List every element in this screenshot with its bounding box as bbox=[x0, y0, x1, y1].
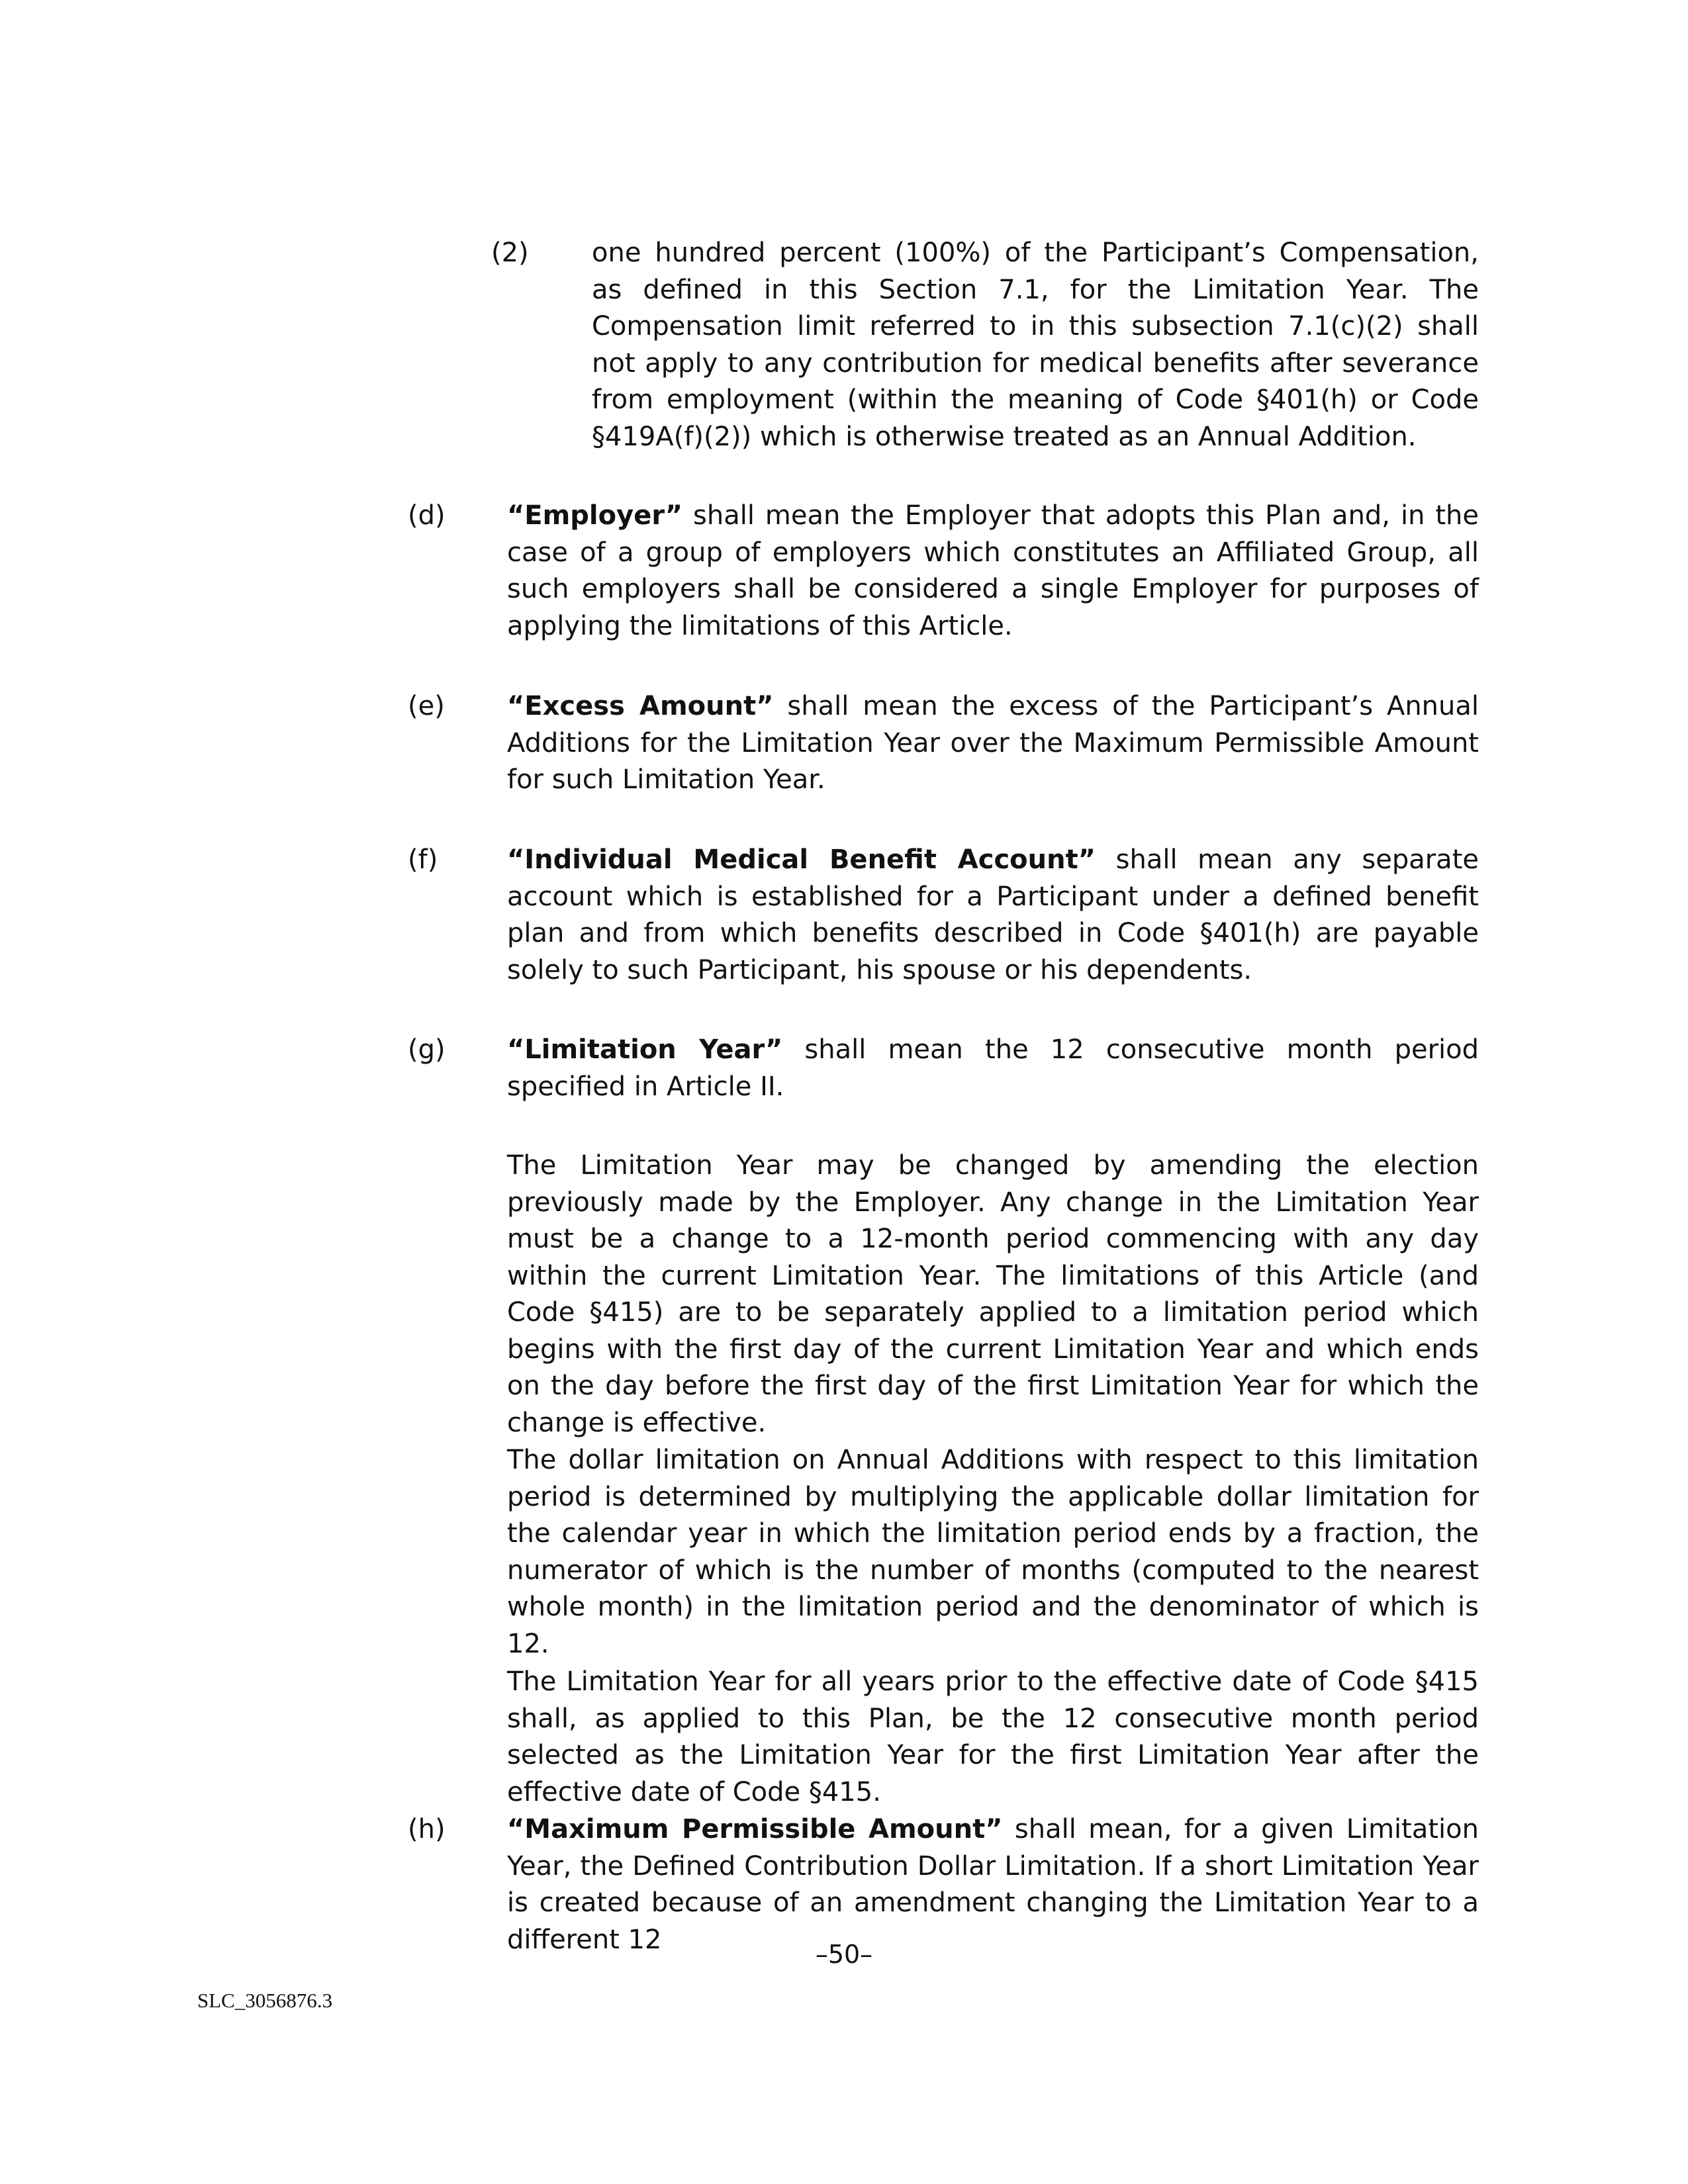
item-g-text: shall mean the 12 consecutive month period specified in Article II. bbox=[507, 1034, 1479, 1102]
item-g-term: “Limitation Year” bbox=[507, 1034, 783, 1065]
item-e-paragraph bbox=[507, 688, 1479, 799]
item-2-label: (2) bbox=[491, 238, 529, 268]
item-f-paragraph bbox=[507, 842, 1479, 989]
item-h-text: shall mean, for a given Limitation Year, the Defined Contribution Dollar Limitation. If a short Limitation Year is created because of an amendment changing the Limitation Year to a different 12 bbox=[507, 1814, 1479, 1955]
item-d-text: shall mean the Employer that adopts this Plan and, in the case of a group of employers which constitutes an Affiliated Group, all such employers shall be considered a single Employer for purposes of applying the limitations of this Article. bbox=[507, 500, 1479, 641]
item-e-label: (e) bbox=[408, 691, 445, 721]
document-id: SLC_3056876.3 bbox=[197, 1989, 333, 2012]
item-e-text: shall mean the excess of the Participant’s Annual Additions for the Limitation Year over the Maximum Permissible Amount for such Limitation Year. bbox=[507, 691, 1479, 795]
item-f-term: “Individual Medical Benefit Account” bbox=[507, 844, 1096, 875]
item-h-label: (h) bbox=[408, 1814, 445, 1844]
item-2-text: one hundred percent (100%) of the Participant’s Compensation, as defined in this Section 7.1, for the Limitation Year. The Compensation limit referred to in this subsection 7.1(c)(2) shall not apply to any contribution for medical benefits after severance from employment (within the meaning of Code §401(h) or Code §419A(f)(2)) which is otherwise treated as an Annual Addition. bbox=[592, 238, 1479, 452]
item-f-label: (f) bbox=[408, 844, 438, 875]
item-h-term: “Maximum Permissible Amount” bbox=[507, 1814, 1003, 1844]
item-g-paragraph bbox=[507, 1032, 1479, 1105]
item-d-term: “Employer” bbox=[507, 500, 683, 531]
item-g-paragraph-2: The dollar limitation on Annual Additions with respect to this limitation period is determined by multiplying the applicable dollar limitation for the calendar year in which the limitation period ends by a fraction, the numerator of which is the number of months (computed to the nearest whole month) in the limitation period and the denominator of which is 12. bbox=[507, 1445, 1479, 1659]
item-g-label: (g) bbox=[408, 1034, 445, 1065]
item-d-paragraph bbox=[507, 498, 1479, 645]
item-e-term: “Excess Amount” bbox=[507, 691, 774, 721]
item-g-paragraph-1: The Limitation Year may be changed by amending the election previously made by the Employer. Any change in the Limitation Year must be a change to a 12-month period commencing with any day within the current Limitation Year. The limitations of this Article (and Code §415) are to be separately applied to a limitation period which begins with the first day of the current Limitation Year and which ends on the day before the first day of the first Limitation Year for which the change is effective. bbox=[507, 1150, 1479, 1438]
item-g-paragraph-3: The Limitation Year for all years prior to the effective date of Code §415 shall, as applied to this Plan, be the 12 consecutive month period selected as the Limitation Year for the first Limitation Year after the effective date of Code §415. bbox=[507, 1666, 1479, 1807]
item-f-text: shall mean any separate account which is established for a Participant under a defined benefit plan and from which benefits described in Code §401(h) are payable solely to such Participant, his spouse or his dependents. bbox=[507, 844, 1479, 985]
item-d-label: (d) bbox=[408, 500, 445, 531]
item-h-paragraph bbox=[507, 1811, 1479, 1958]
page-number: –50– bbox=[815, 1940, 873, 1969]
